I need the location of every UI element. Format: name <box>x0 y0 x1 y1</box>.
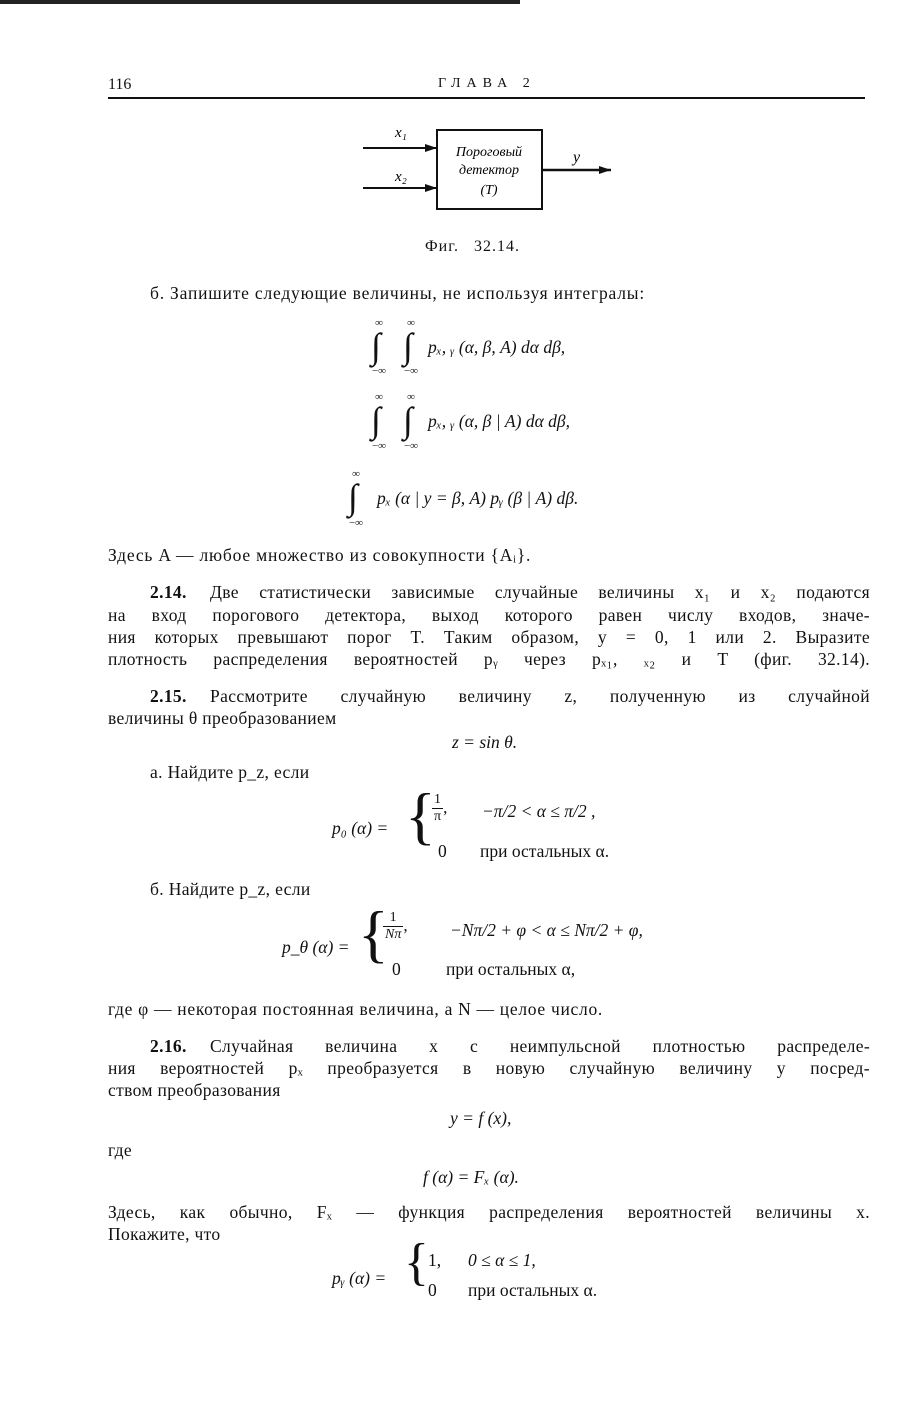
chapter-header: ГЛАВА 2 <box>438 76 536 91</box>
problem-2-15-number: 2.15. <box>150 686 187 706</box>
box-text-line3: (T) <box>480 183 498 198</box>
problem-2-16-line: ния вероятностей pₓ преобразуется в новую случайную величину y посред- <box>108 1058 870 1078</box>
problem-2-16-number: 2.16. <box>150 1036 187 1056</box>
int3-upper: ∞ <box>352 468 360 480</box>
piecewise-a-case2-cond: при остальных α. <box>480 841 610 861</box>
piecewise-c-lhs: pᵧ (α) = <box>332 1268 387 1288</box>
problem-2-16-line: Случайная величина x с неимпульсной плотностью распределе- <box>210 1036 870 1056</box>
page-number: 116 <box>108 76 132 93</box>
piecewise-b-lhs: p_θ (α) = <box>282 937 350 957</box>
problem-2-14-line: ния которых превышают порог T. Таким образом, y = 0, 1 или 2. Выразите <box>108 627 870 647</box>
input2-label: x₂ <box>395 169 407 185</box>
int2a-lower: −∞ <box>371 440 387 452</box>
figure-caption: Фиг. 32.14. <box>425 238 520 255</box>
output-label: y <box>573 149 581 166</box>
frac-denominator: π <box>434 809 442 824</box>
int3-lower: −∞ <box>348 517 364 529</box>
box-text-line2: детектор <box>458 163 520 178</box>
piecewise-a-case1-value: $\frac{1}{\pi}$ , <box>434 792 448 824</box>
problem-2-14-number: 2.14. <box>150 582 187 602</box>
frac-numerator: 1 <box>383 910 403 927</box>
left-brace: { <box>405 780 436 851</box>
integral-sign: ∫ <box>403 326 413 366</box>
int2b-lower: −∞ <box>403 440 419 452</box>
where-word: где <box>108 1140 133 1160</box>
input1-label: x₁ <box>395 125 407 141</box>
top-edge-bar <box>0 0 520 4</box>
int1a-lower: −∞ <box>371 365 387 377</box>
piecewise-c-case1-value: 1, <box>428 1250 442 1270</box>
piecewise-b-case1-cond: −Nπ/2 + φ < α ≤ Nπ/2 + φ, <box>450 920 643 940</box>
formula-y-f-x: y = f (x), <box>450 1108 512 1128</box>
left-brace: { <box>404 1234 429 1291</box>
integral-sign: ∫ <box>371 400 381 440</box>
problem-2-14-line: плотность распределения вероятностей pᵧ через pₓ₁, ₓ₂ и T (фиг. 32.14). <box>108 649 870 669</box>
problem-2-16-here-line: Здесь, как обычно, Fₓ — функция распределения вероятностей величины x. <box>108 1202 870 1222</box>
integral-expr-3: pₓ (α | y = β, A) pᵧ (β | A) dβ. <box>377 488 579 508</box>
problem-2-16-line: ством преобразования <box>108 1080 281 1100</box>
part-b-label: б. Найдите p_z, если <box>150 879 311 899</box>
note-line: Здесь A — любое множество из совокупности {Aᵢ}. <box>108 545 532 565</box>
piecewise-a-case2-value: 0 <box>438 841 447 861</box>
formula-z-sin-theta: z = sin θ. <box>452 732 518 752</box>
problem-2-16-show-line: Покажите, что <box>108 1224 221 1244</box>
part-a-label: а. Найдите p_z, если <box>150 762 310 782</box>
piecewise-a-lhs: p₀ (α) = <box>332 818 389 838</box>
header-rule <box>108 97 865 99</box>
threshold-detector-diagram <box>355 118 625 218</box>
integral-sign: ∫ <box>403 400 413 440</box>
integral-sign: ∫ <box>348 477 358 517</box>
integral-expr-1: pₓ, ᵧ (α, β, A) dα dβ, <box>428 337 566 357</box>
int2b-upper: ∞ <box>407 391 415 403</box>
problem-2-15-line: Рассмотрите случайную величину z, полученную из случайной <box>210 686 870 706</box>
int1a-upper: ∞ <box>375 317 383 329</box>
frac-numerator: 1 <box>432 792 443 809</box>
piecewise-c-case2-cond: при остальных α. <box>468 1280 598 1300</box>
int1b-upper: ∞ <box>407 317 415 329</box>
int1b-lower: −∞ <box>403 365 419 377</box>
problem-2-14-line: Две статистически зависимые случайные величины x₁ и x₂ подаются <box>210 582 870 602</box>
piecewise-b-case2-cond: при остальных α, <box>446 959 576 979</box>
part-b-intro: б. Запишите следующие величины, не используя интегралы: <box>150 283 646 303</box>
box-text-line1: Пороговый <box>455 145 523 160</box>
problem-2-15-line: величины θ преобразованием <box>108 708 337 728</box>
integral-sign: ∫ <box>371 326 381 366</box>
left-brace: { <box>358 898 389 969</box>
int2a-upper: ∞ <box>375 391 383 403</box>
piecewise-c-case2-value: 0 <box>428 1280 437 1300</box>
frac-denominator: Nπ <box>385 927 402 942</box>
problem-2-15-footer: где φ — некоторая постоянная величина, а N — целое число. <box>108 999 603 1019</box>
piecewise-b-case2-value: 0 <box>392 959 401 979</box>
piecewise-b-case1-value: $\frac{1}{N\pi}$ , <box>385 910 408 942</box>
integral-expr-2: pₓ, ᵧ (α, β | A) dα dβ, <box>428 411 570 431</box>
problem-2-14-line: на вход порогового детектора, выход которого равен числу входов, значе- <box>108 605 870 625</box>
piecewise-c-case1-cond: 0 ≤ α ≤ 1, <box>468 1250 536 1270</box>
formula-f-alpha: f (α) = Fₓ (α). <box>423 1167 519 1187</box>
piecewise-a-case1-cond: −π/2 < α ≤ π/2 , <box>482 801 596 821</box>
